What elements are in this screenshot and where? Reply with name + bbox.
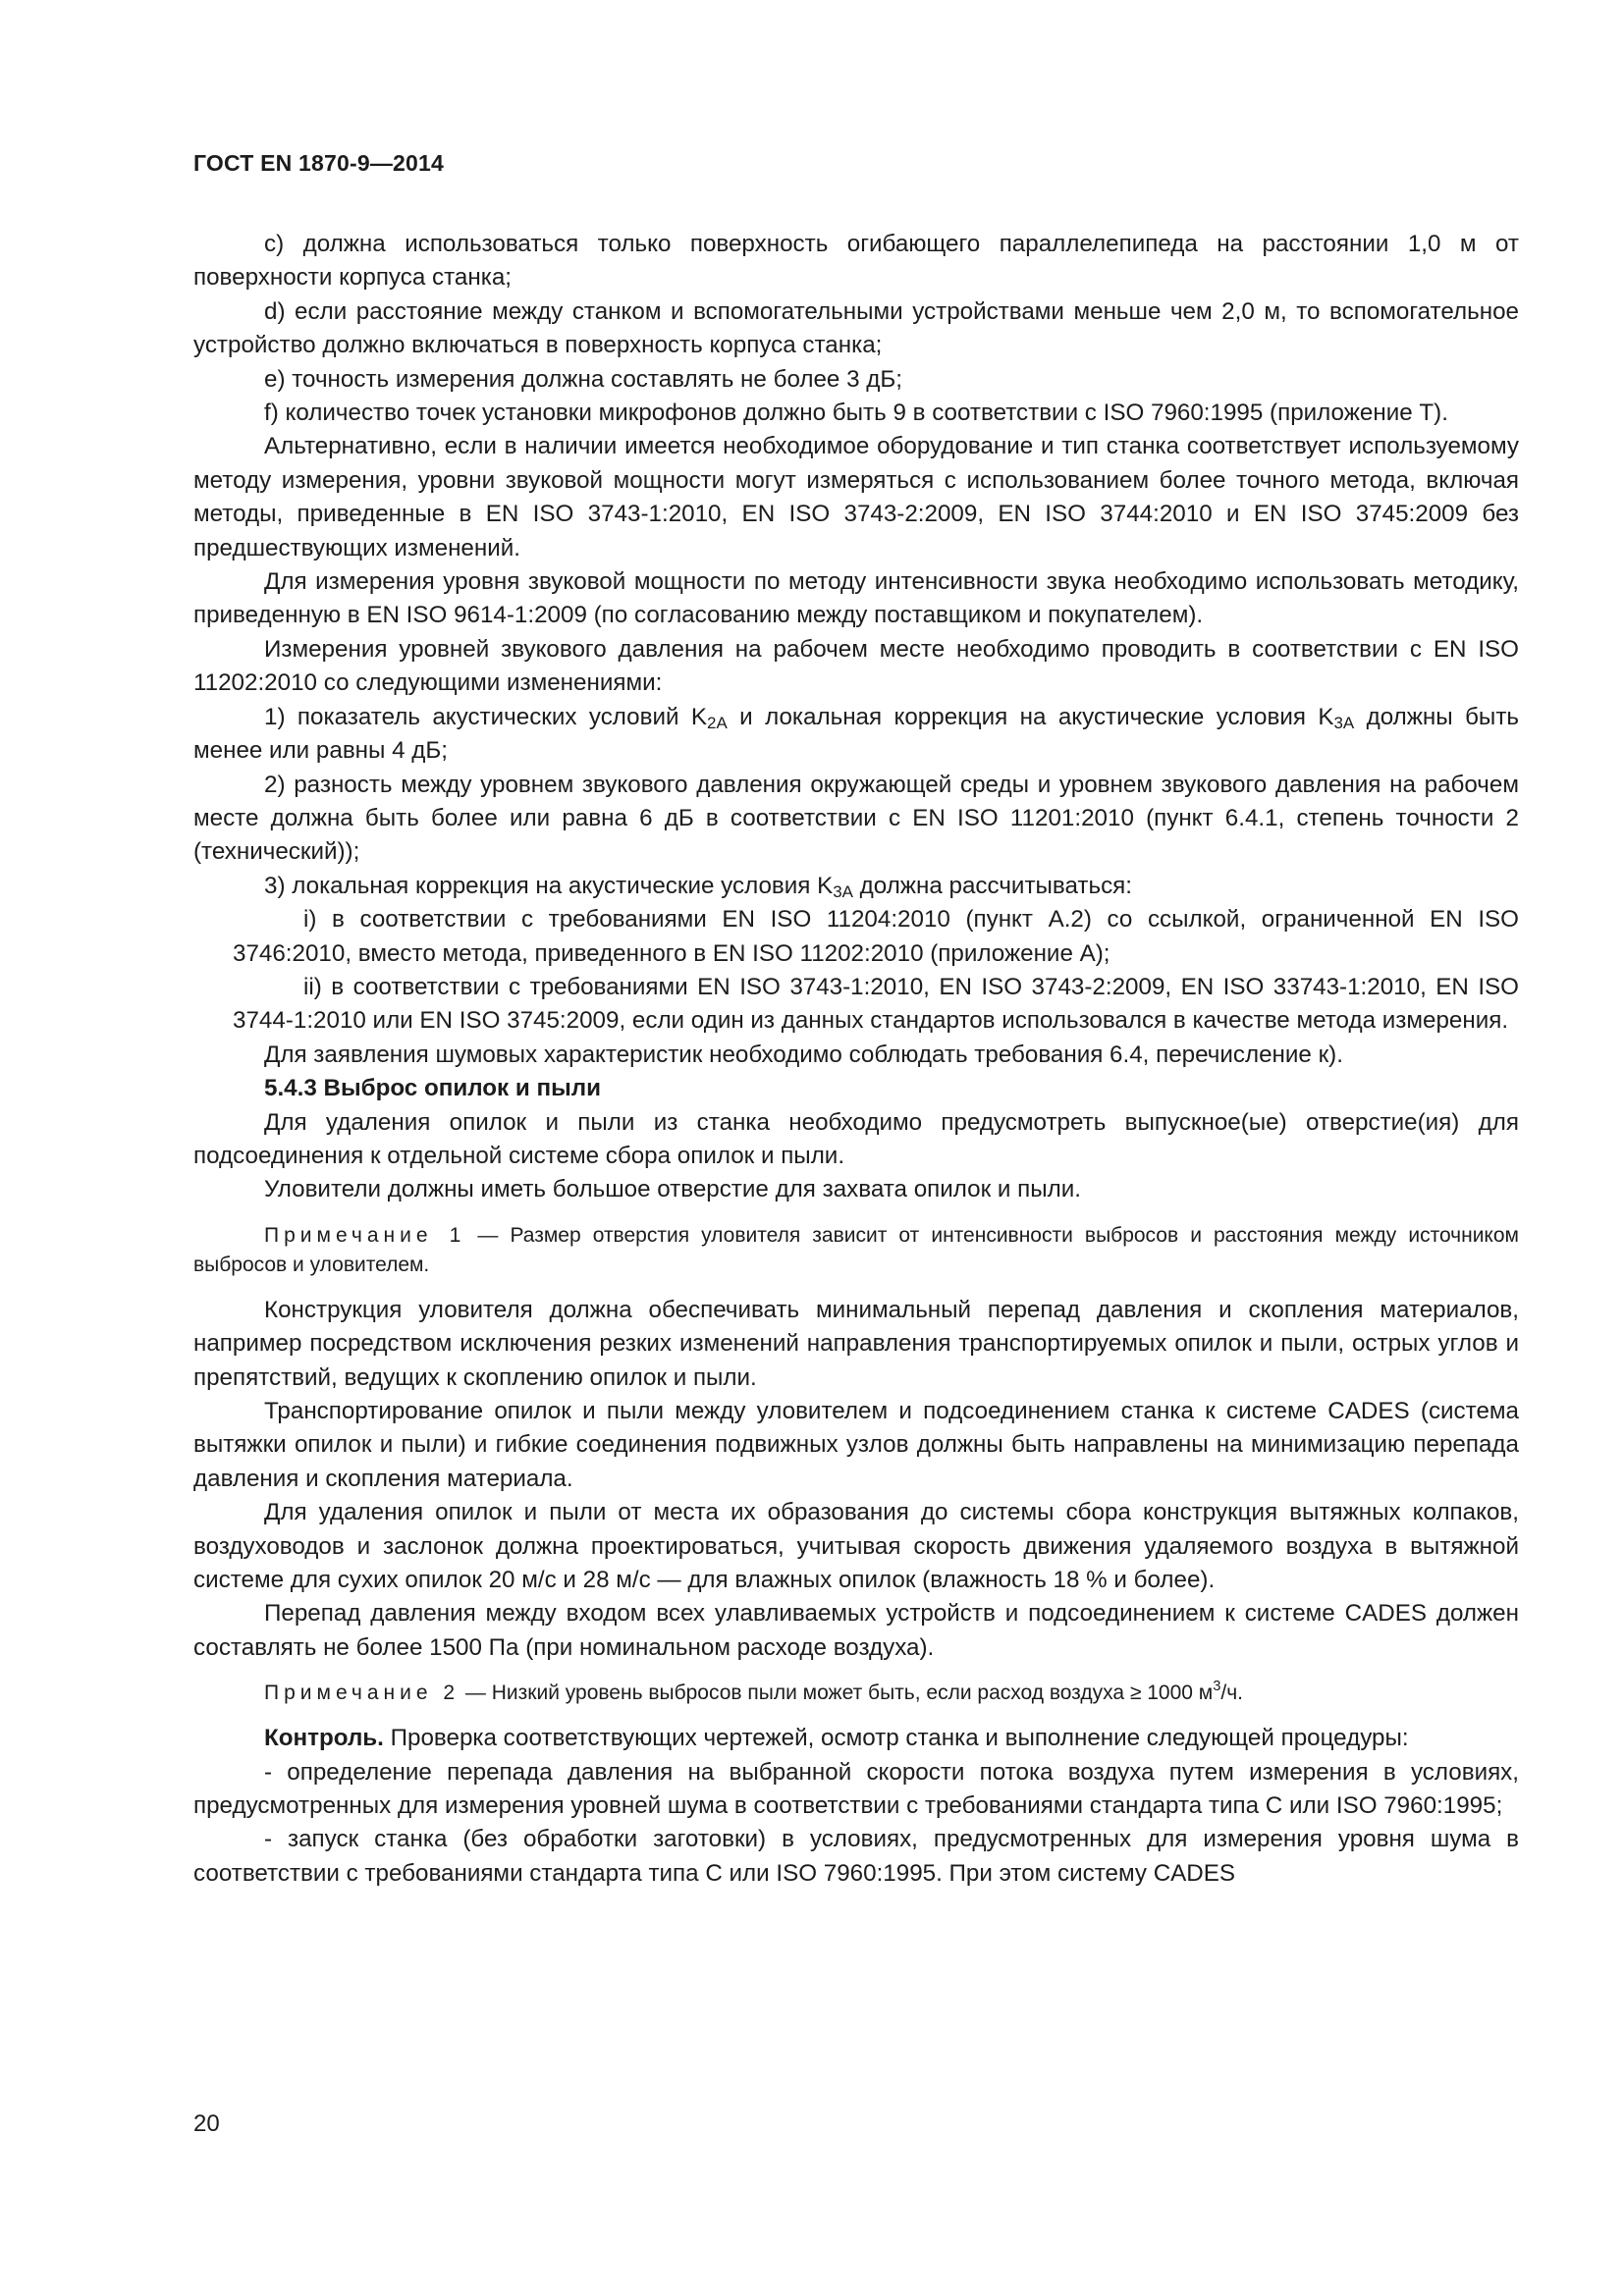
paragraph-item-e: e) точность измерения должна составлять не более 3 дБ; [264,365,902,393]
subscript: 3A [1333,713,1355,732]
control-label: Контроль. [264,1725,384,1752]
document-header: ГОСТ EN 1870-9—2014 [193,150,445,176]
paragraph-procedure-2: - запуск станка (без обработки заготовки) в условиях, предусмотренных для измерения уровня шума в соответствии с требованиями стандарта типа С или ISO 7960:1995. При этом систему CADES [193,1826,1519,1887]
paragraph-subitem-ii: ii) в соответствии с требованиями EN ISO 3743-1:2010, EN ISO 3743-2:2009, EN ISO 33743-1:2010, EN ISO 3744-1:2010 или EN ISO 3745:2009, если один из данных стандартов использовался в качестве метода измерения. [233,973,1519,1035]
paragraph-item-c: c) должна использоваться только поверхность огибающего параллелепипеда на расстоянии 1,0 м от поверхности корпуса станка; [193,231,1519,292]
paragraph-item-d: d) если расстояние между станком и вспомогательными устройствами меньше чем 2,0 м, то вспомогательное устройство должно включаться в поверхность корпуса станка; [193,297,1519,359]
control-text: Проверка соответствующих чертежей, осмотр станка и выполнение следующей процедуры: [383,1725,1409,1752]
subscript: 3A [833,881,853,901]
note-text: — Низкий уровень выбросов пыли может быть, если расход воздуха ≥ 1000 м [460,1682,1214,1705]
note-text-end: /ч. [1220,1682,1244,1705]
text-fragment: 3) локальная коррекция на акустические условия K [264,872,834,899]
paragraph-change-2: 2) разность между уровнем звукового давления окружающей среды и уровнем звукового давления на рабочем месте должна быть более или равна 6 дБ в соответствии с EN ISO 11201:2010 (пункт 6.4.1, степень точности 2 (технический)); [193,771,1519,866]
paragraph-extraction: Для удаления опилок и пыли от места их образования до системы сбора конструкция вытяжных колпаков, воздуховодов и заслонок должна проектироваться, учитывая скорость движения удаляемого воздуха в вытяжной системе для сухих опилок 20 м/с и 28 м/с — для влажных опилок (влажность 18 % и более). [193,1499,1519,1594]
paragraph-control [193,1722,1519,1755]
text-fragment: должны быть менее или равны 4 дБ; [193,703,1519,765]
section-heading-5-4-3: 5.4.3 Выброс опилок и пыли [264,1075,601,1102]
paragraph-design: Конструкция уловителя должна обеспечивать минимальный перепад давления и скопления материалов, например посредством исключения резких изменений направления транспортируемых опилок и пыли, острых углов и препятствий, ведущих к скоплению опилок и пыли. [193,1296,1519,1391]
paragraph-item-f: f) количество точек установки микрофонов должно быть 9 в соответствии с ISO 7960:1995 (приложение Т). [264,400,1448,427]
note-1 [193,1221,1519,1280]
text-fragment: должна рассчитываться: [852,872,1132,899]
text-fragment: и локальная коррекция на акустические условия K [727,703,1334,730]
paragraph-hoods: Уловители должны иметь большое отверстие для захвата опилок и пыли. [264,1176,1081,1203]
paragraph-change-1 [193,701,1519,769]
note-label: Примечание 2 [264,1682,460,1705]
note-label: Примечание 1 [264,1223,466,1247]
page-number: 20 [193,2110,220,2137]
paragraph-subitem-i: i) в соответствии с требованиями EN ISO 11204:2010 (пункт А.2) со ссылкой, ограниченной EN ISO 3746:2010, вместо метода, приведенного в EN ISO 11202:2010 (приложение А); [233,906,1519,967]
paragraph-procedure-1: - определение перепада давления на выбранной скорости потока воздуха путем измерения в условиях, предусмотренных для измерения уровней шума в соответствии с требованиями стандарта типа С или ISO 7960:1995; [193,1758,1519,1820]
paragraph-declaration: Для заявления шумовых характеристик необходимо соблюдать требования 6.4, перечисление к). [264,1041,1343,1068]
subscript: 2A [707,713,728,732]
paragraph-transport: Транспортирование опилок и пыли между уловителем и подсоединением станка к системе CADES (система вытяжки опилок и пыли) и гибкие соединения подвижных узлов должны быть направлены на минимизацию перепада давления и скопления материала. [193,1398,1519,1492]
paragraph-pressure: Перепад давления между входом всех улавливаемых устройств и подсоединением к системе CADES должен составлять не более 1500 Па (при номинальном расходе воздуха). [193,1600,1519,1661]
document-body [193,228,1519,1891]
paragraph-change-3 [193,870,1519,903]
superscript: 3 [1213,1679,1221,1695]
paragraph-intensity: Для измерения уровня звуковой мощности по методу интенсивности звука необходимо использовать методику, приведенную в EN ISO 9614-1:2009 (по согласованию между поставщиком и покупателем). [193,568,1519,629]
note-2 [193,1679,1519,1708]
paragraph-workplace: Измерения уровней звукового давления на рабочем месте необходимо проводить в соответствии с EN ISO 11202:2010 со следующими изменениями: [193,635,1519,697]
text-fragment: 1) показатель акустических условий K [264,703,708,730]
paragraph-alternative: Альтернативно, если в наличии имеется необходимое оборудование и тип станка соответствует используемому методу измерения, уровни звуковой мощности могут измеряться с использованием более точного метода, включая методы, приведенные в EN ISO 3743-1:2010, EN ISO 3743-2:2009, EN ISO 3744:2010 и EN ISO 3745:2009 без предшествующих изменений. [193,433,1519,561]
note-text: — Размер отверстия уловителя зависит от интенсивности выбросов и расстояния между источником выбросов и уловителем. [193,1223,1519,1276]
paragraph-outlets: Для удаления опилок и пыли из станка необходимо предусмотреть выпускное(ые) отверстие(ия) для подсоединения к отдельной системе сбора опилок и пыли. [193,1108,1519,1169]
